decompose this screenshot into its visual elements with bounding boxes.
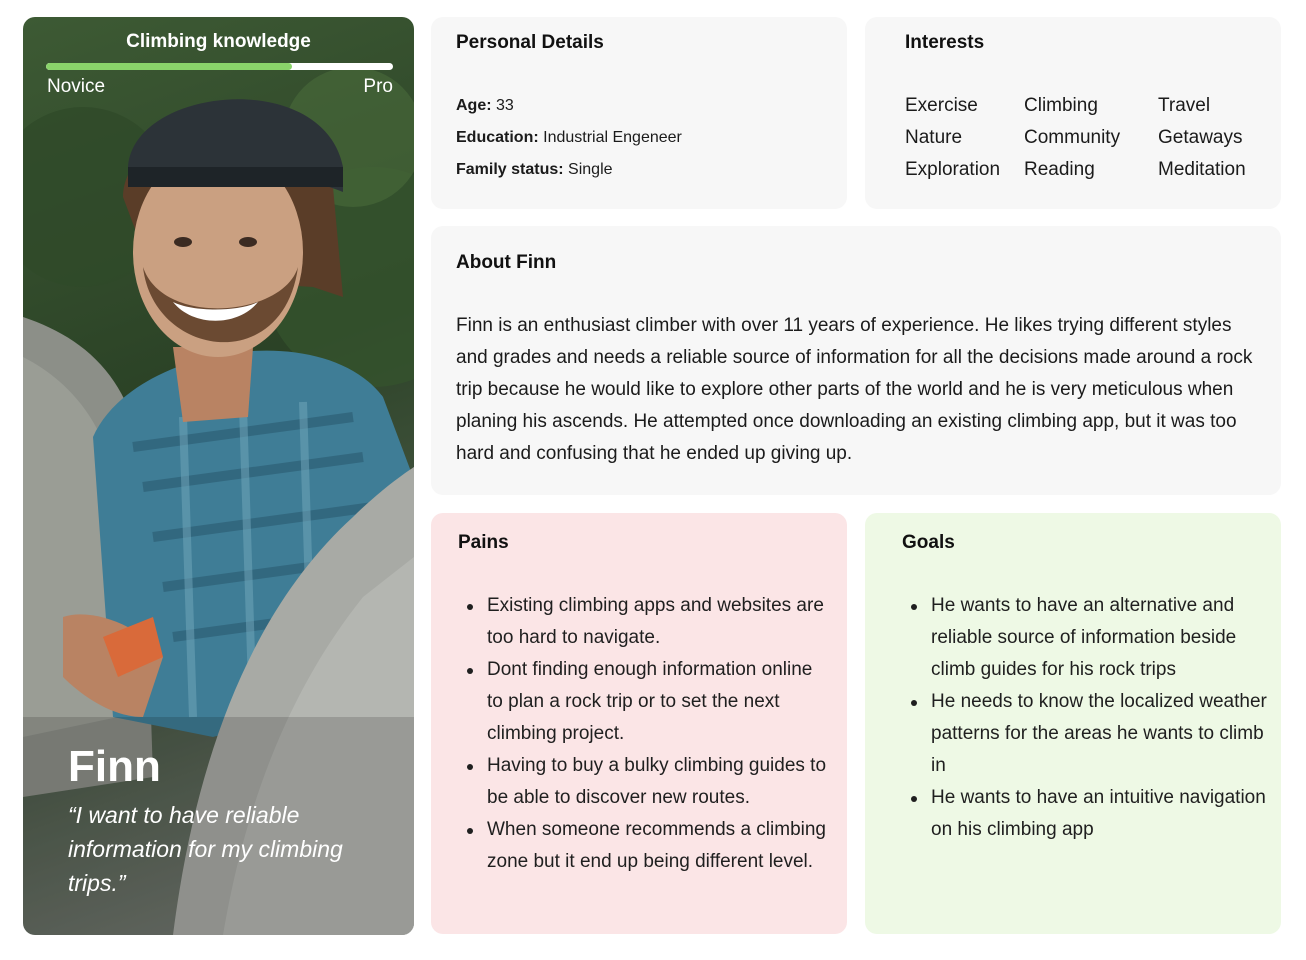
- personal-details-title: Personal Details: [456, 32, 604, 53]
- goals-card: [865, 513, 1281, 934]
- personal-detail-value: Industrial Engeneer: [538, 129, 682, 146]
- pains-list: [457, 590, 827, 878]
- personal-detail-label: Family status: [456, 161, 559, 178]
- knowledge-title: Climbing knowledge: [126, 31, 311, 52]
- goals-title: Goals: [902, 532, 955, 553]
- interest-item: Meditation: [1158, 159, 1246, 180]
- personal-detail-colon: :: [533, 129, 539, 146]
- persona-name: Finn: [68, 742, 161, 791]
- interest-item: Community: [1024, 127, 1121, 148]
- interest-item: Nature: [905, 127, 963, 148]
- interest-item: Travel: [1158, 95, 1211, 116]
- personal-details-list: [456, 90, 682, 186]
- pain-item: Dont finding enough information online to plan a rock trip or to set the next climbing project.: [457, 654, 827, 750]
- interest-item: Getaways: [1158, 127, 1243, 148]
- goals-list: [901, 590, 1271, 846]
- personal-detail-row: [456, 90, 682, 122]
- pains-card: [431, 513, 847, 934]
- knowledge-progress-bar: [46, 63, 393, 70]
- personal-detail-value: 33: [491, 97, 514, 114]
- interest-item: Climbing: [1024, 95, 1098, 116]
- personal-detail-colon: :: [558, 161, 564, 178]
- pain-item: Existing climbing apps and websites are too hard to navigate.: [457, 590, 827, 654]
- interests-title: Interests: [905, 32, 985, 53]
- personal-detail-row: [456, 122, 682, 154]
- interests-grid: [905, 90, 1268, 186]
- knowledge-progress-fill: [46, 63, 292, 70]
- persona-photo-card: [23, 17, 414, 935]
- personal-detail-colon: :: [486, 97, 492, 114]
- personal-details-card: [431, 17, 847, 209]
- goal-item: He wants to have an intuitive navigation on his climbing app: [901, 782, 1271, 846]
- personal-detail-label: Age: [456, 97, 487, 114]
- persona-quote: “I want to have reliable information for my climbing trips.”: [68, 802, 343, 896]
- about-title: About Finn: [456, 252, 557, 273]
- interest-item: Reading: [1024, 159, 1095, 180]
- personal-detail-label: Education: [456, 129, 534, 146]
- personal-detail-row: [456, 154, 682, 186]
- interest-item: Exercise: [905, 95, 978, 116]
- knowledge-min-label: Novice: [47, 76, 106, 97]
- about-text: Finn is an enthusiast climber with over 11 years of experience. He likes trying different styles and grades and needs a reliable source of information for all the decisions made around a rock trip because he would like to explore other parts of the world and he is very meticulous when planing his ascends. He attempted once downloading an existing climbing app, but it was too hard and confusing that he ended up giving up.: [456, 315, 1253, 464]
- personal-detail-value: Single: [563, 161, 613, 178]
- goal-item: He wants to have an alternative and reliable source of information beside climb guides for his rock trips: [901, 590, 1271, 686]
- interest-item: Exploration: [905, 159, 1001, 180]
- pain-item: When someone recommends a climbing zone but it end up being different level.: [457, 814, 827, 878]
- knowledge-max-label: Pro: [363, 76, 393, 97]
- goal-item: He needs to know the localized weather patterns for the areas he wants to climb in: [901, 686, 1271, 782]
- interests-card: [865, 17, 1281, 209]
- pain-item: Having to buy a bulky climbing guides to be able to discover new routes.: [457, 750, 827, 814]
- about-card: [431, 226, 1281, 495]
- pains-title: Pains: [458, 532, 509, 553]
